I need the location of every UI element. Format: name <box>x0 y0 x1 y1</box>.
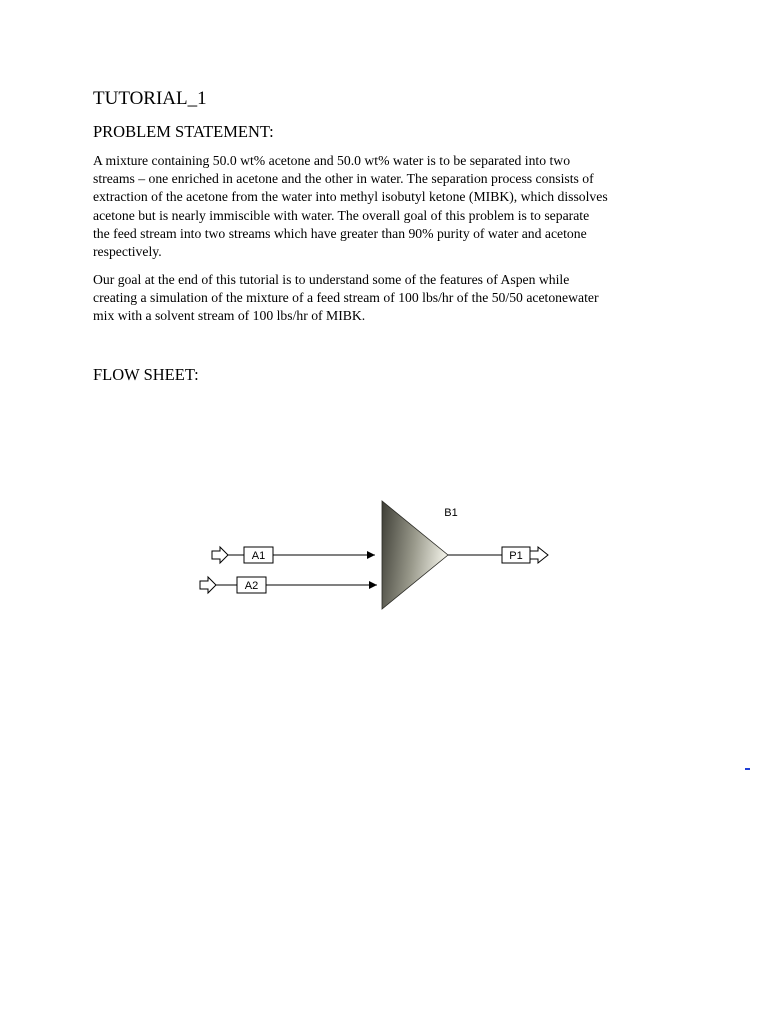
arrowhead-icon <box>367 551 375 559</box>
product-arrow-icon <box>530 547 548 563</box>
stream-p1-label: P1 <box>509 550 523 562</box>
paragraph-line: mix with a solvent stream of 100 lbs/hr of MIBK. <box>93 308 366 324</box>
feed-arrow-icon <box>200 577 216 593</box>
flow-sheet-svg <box>195 495 555 615</box>
stream-a1-label: A1 <box>251 550 266 562</box>
paragraph-line: the feed stream into two streams which have greater than 90% purity of water and acetone <box>93 225 587 241</box>
arrowhead-icon <box>369 581 377 589</box>
tutorial-goal-paragraph <box>93 271 683 326</box>
paragraph-line: acetone but is nearly immiscible with water. The overall goal of this problem is to separate <box>93 207 590 223</box>
flow-sheet-diagram <box>195 495 555 615</box>
stream-a2-label: A2 <box>244 580 259 592</box>
paragraph-line: Our goal at the end of this tutorial is to understand some of the features of Aspen while <box>93 272 570 287</box>
paragraph-line: A mixture containing 50.0 wt% acetone and 50.0 wt% water is to be separated into two <box>93 153 571 168</box>
problem-statement-paragraph <box>93 152 683 261</box>
paragraph-line: creating a simulation of the mixture of a feed stream of 100 lbs/hr of the 50/50 acetonewater <box>93 290 599 306</box>
feed-arrow-icon <box>212 547 228 563</box>
blue-mark <box>745 768 750 770</box>
paragraph-line: respectively. <box>93 244 162 260</box>
block-b1-label: B1 <box>444 507 458 519</box>
paragraph-line: streams – one enriched in acetone and the other in water. The separation process consists of <box>93 171 594 187</box>
flow-sheet-heading: FLOW SHEET: <box>93 365 199 384</box>
mixer-block-b1[interactable] <box>382 501 448 609</box>
page-title: TUTORIAL_1 <box>93 88 207 109</box>
problem-statement-heading: PROBLEM STATEMENT: <box>93 122 274 141</box>
paragraph-line: extraction of the acetone from the water into methyl isobutyl ketone (MIBK), which dissolves <box>93 189 608 205</box>
